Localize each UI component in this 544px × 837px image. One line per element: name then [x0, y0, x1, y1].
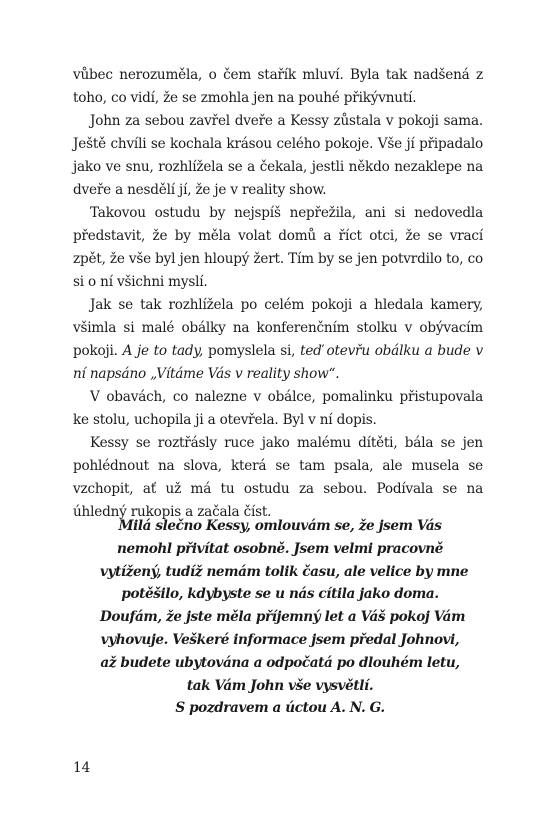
body-text	[73, 64, 483, 524]
letter-line: nemohl přivítat osobně. Jsem velmi pracovně	[117, 540, 443, 557]
paragraph-text: Jak se tak rozhlížela po celém pokoji a hledala kamery, všimla si malé obálky na konferenčním stolku v obývacím pokoji.	[73, 297, 483, 359]
letter-line: Milá slečno Kessy, omlouvám se, že jsem Vás	[118, 518, 442, 534]
letter-line: vyhovuje. Veškeré informace jsem předal Johnovi,	[100, 631, 460, 648]
paragraph: Takovou ostudu by nejspíš nepřežila, ani si nedovedla představit, že by měla volat domů a říct otci, že se vrací zpět, že vše byl jen hloupý žert. Tím by se jen potvrdilo to, co si o ní všichni myslí.	[73, 205, 483, 290]
paragraph: vůbec nerozuměla, o čem stařík mluví. Byla tak nadšená z toho, co vidí, že se zmohla jen na pouhé přikývnutí.	[73, 67, 483, 106]
letter-line: Doufám, že jste měla příjemný let a Váš pokoj Vám	[100, 609, 466, 626]
paragraph: V obavách, co nalezne v obálce, pomalinku přistupovala ke stolu, uchopila ji a otevřela. Byl v ní dopis.	[73, 389, 483, 428]
letter-signature: S pozdravem a úctou A. N. G.	[175, 700, 385, 717]
letter-line: tak Vám John vše vysvětlí.	[186, 677, 374, 694]
letter-line: potěšilo, kdybyste se u nás cítila jako doma.	[121, 586, 439, 603]
paragraph: Kessy se roztřásly ruce jako malému dítěti, bála se jen pohlédnout na slova, která se tam psala, ale musela se vzchopit, ať už má tu ostudu za sebou. Podívala se na úhledný rukopis a začala číst.	[73, 435, 483, 520]
paragraph	[73, 294, 483, 386]
paragraph: John za sebou zavřel dveře a Kessy zůstala v pokoji sama. Ještě chvíli se kochala krásou celého pokoje. Vše jí připadalo jako ve snu, rozhlížela se a čekala, jestli někdo nezaklepe na dveře a nesdělí jí, že je v reality show.	[73, 113, 483, 198]
paragraph-italic-text: A je to tady,	[122, 343, 204, 359]
paragraph-italic-text: teď otevřu obálku a bude v ní napsáno „Vítáme Vás v reality show“.	[73, 343, 483, 382]
page-number: 14	[73, 760, 91, 776]
handwritten-letter	[100, 515, 469, 720]
letter-line: vytížený, tudíž nemám tolik času, ale velice by mne	[100, 563, 469, 580]
letter-line: až budete ubytována a odpočatá po dlouhém letu,	[100, 654, 460, 671]
paragraph-text: pomyslela si,	[203, 343, 301, 359]
